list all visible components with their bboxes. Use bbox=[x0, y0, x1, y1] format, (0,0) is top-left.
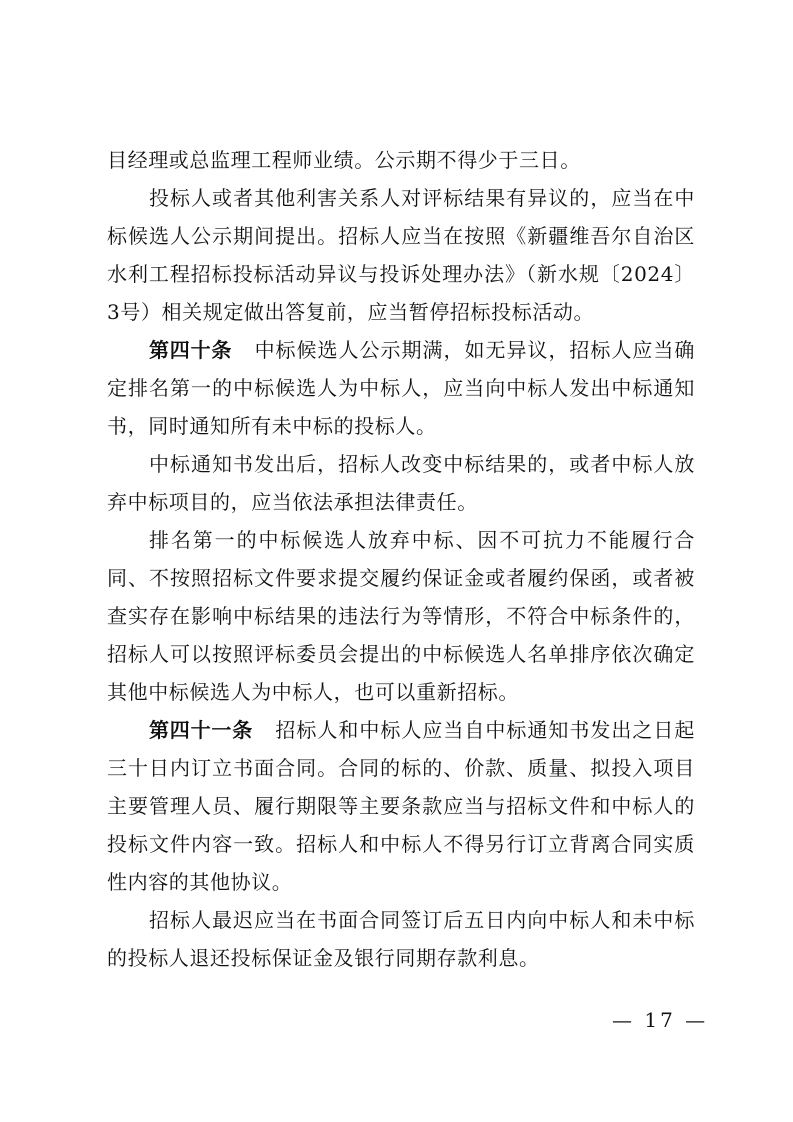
paragraph-2 bbox=[107, 179, 695, 331]
paragraph-text: 招标人和中标人应当自中标通知书发出之日起三十日内订立书面合同。合同的标的、价款、质量、拟投入项目主要管理人员、履行期限等主要条款应当与招标文件和中标人的投标文件内容一致。招标人和中标人不得另行订立背离合同实质性内容的其他协议。 bbox=[107, 718, 695, 894]
article-number: 第四十一条 bbox=[149, 718, 253, 742]
paragraph-1 bbox=[107, 141, 695, 179]
paragraph-4 bbox=[107, 445, 695, 521]
paragraph-7 bbox=[107, 901, 695, 977]
body-text bbox=[107, 141, 695, 977]
paragraph-text: 投标人或者其他利害关系人对评标结果有异议的，应当在中标候选人公示期间提出。招标人应当在按照《新疆维吾尔自治区水利工程招标投标活动异议与投诉处理办法》（新水规〔2024〕3号）相关规定做出答复前，应当暂停招标投标活动。 bbox=[107, 186, 695, 324]
page-number: — 17 — bbox=[612, 1008, 709, 1032]
article-40-paragraph bbox=[107, 331, 695, 445]
article-41-paragraph bbox=[107, 711, 695, 901]
article-number: 第四十条 bbox=[149, 338, 233, 362]
paragraph-text: 排名第一的中标候选人放弃中标、因不可抗力不能履行合同、不按照招标文件要求提交履约保证金或者履约保函，或者被查实存在影响中标结果的违法行为等情形，不符合中标条件的，招标人可以按照评标委员会提出的中标候选人名单排序依次确定其他中标候选人为中标人，也可以重新招标。 bbox=[107, 528, 695, 704]
paragraph-text: 中标通知书发出后，招标人改变中标结果的，或者中标人放弃中标项目的，应当依法承担法律责任。 bbox=[107, 452, 695, 514]
paragraph-text: 招标人最迟应当在书面合同签订后五日内向中标人和未中标的投标人退还投标保证金及银行同期存款利息。 bbox=[107, 908, 695, 970]
paragraph-text: 中标候选人公示期满，如无异议，招标人应当确定排名第一的中标候选人为中标人，应当向中标人发出中标通知书，同时通知所有未中标的投标人。 bbox=[107, 338, 695, 438]
paragraph-5 bbox=[107, 521, 695, 711]
paragraph-text: 目经理或总监理工程师业绩。公示期不得少于三日。 bbox=[107, 148, 581, 172]
